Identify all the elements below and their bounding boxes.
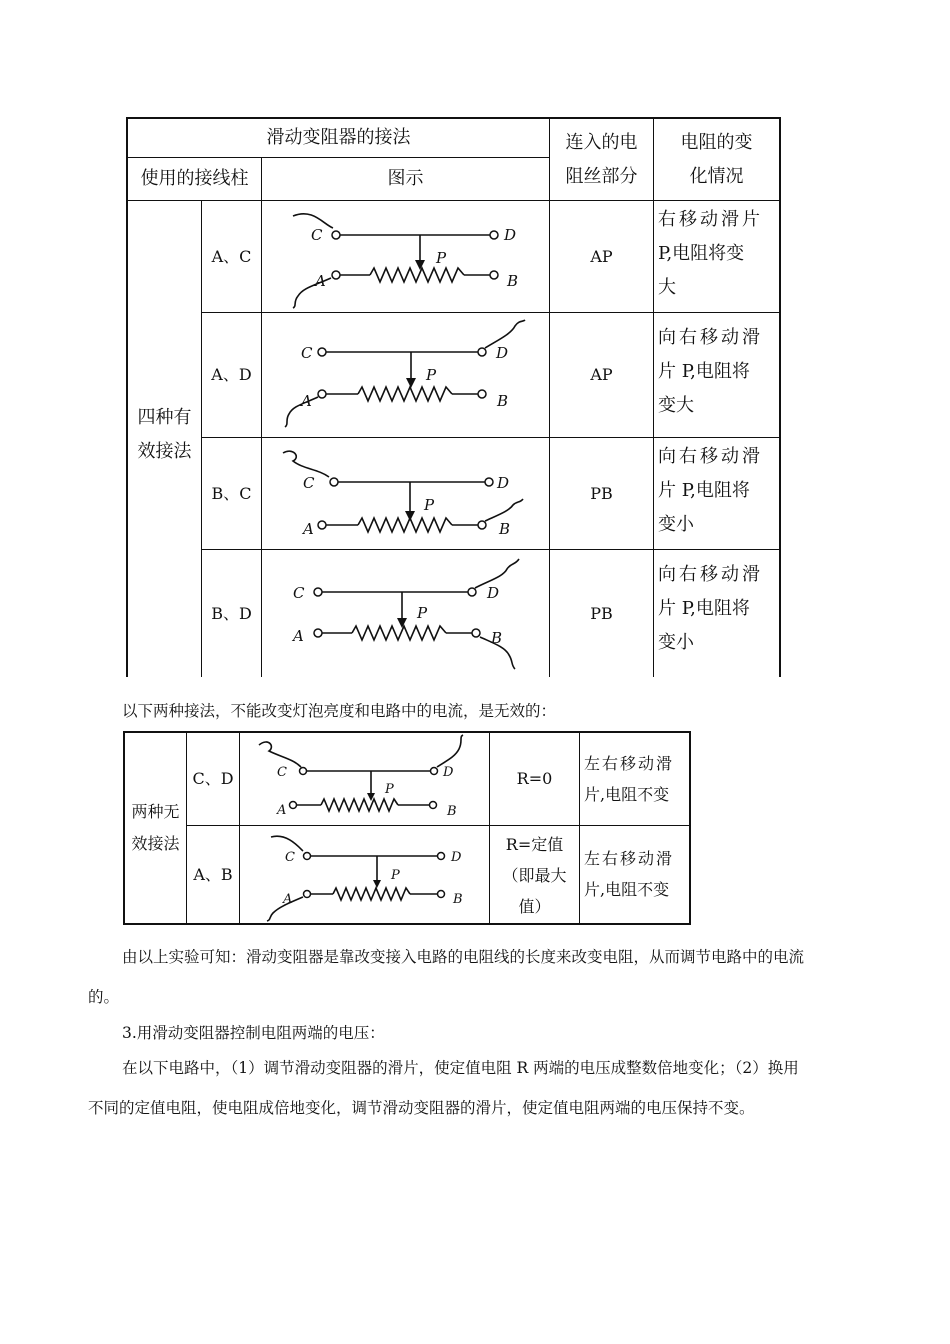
svg-text:B: B bbox=[497, 392, 509, 410]
conclusion-line2: 的。 bbox=[88, 988, 120, 1006]
svg-text:B: B bbox=[447, 804, 457, 819]
label-p: P bbox=[436, 249, 447, 267]
rheostat-diagram-bc bbox=[263, 439, 548, 548]
svg-text:C: C bbox=[301, 344, 313, 362]
header-diagram: 图示 bbox=[387, 168, 424, 189]
inv-row2-change: 左右移动滑 片,电阻不变 bbox=[584, 849, 675, 899]
inv-row1-terminals: C、D bbox=[192, 769, 234, 788]
row1-change: 右移动滑片 P,电阻将变 大 bbox=[658, 209, 763, 298]
header-method: 滑动变阻器的接法 bbox=[266, 127, 411, 148]
svg-text:C: C bbox=[277, 765, 287, 780]
row3-terminals: B、C bbox=[211, 483, 252, 503]
label-d: D bbox=[504, 226, 517, 244]
row2-terminals: A、D bbox=[211, 365, 252, 384]
svg-text:A: A bbox=[277, 803, 287, 818]
svg-text:C: C bbox=[303, 474, 315, 492]
header-terminals: 使用的接线柱 bbox=[140, 168, 249, 189]
row2-wire-part: AP bbox=[590, 365, 613, 384]
svg-text:A: A bbox=[303, 520, 314, 538]
label-c: C bbox=[311, 226, 323, 244]
inv-row1-resistance: R=0 bbox=[516, 769, 553, 788]
row1-terminals: A、C bbox=[211, 246, 252, 266]
inv-row2-resistance: R=定值 （即最大 值） bbox=[502, 834, 567, 916]
header-wire-part: 连入的电 阻丝部分 bbox=[565, 131, 638, 187]
row4-wire-part: PB bbox=[590, 603, 613, 623]
row1-wire-part: AP bbox=[590, 246, 613, 266]
svg-text:D: D bbox=[496, 344, 509, 362]
row3-change: 向右移动滑 片 P,电阻将 变小 bbox=[658, 446, 763, 535]
rheostat-diagram-ac bbox=[263, 202, 548, 311]
svg-text:P: P bbox=[424, 496, 435, 514]
svg-text:P: P bbox=[385, 782, 394, 797]
rheostat-diagram-ab bbox=[241, 827, 488, 922]
rheostat-diagram-bd bbox=[263, 551, 548, 676]
conclusion-line1: 由以上实验可知：滑动变阻器是靠改变接入电路的电阻线的长度来改变电阻，从而调节电路中的电流 bbox=[122, 948, 805, 966]
instruction-line1: 在以下电路中，（1）调节滑动变阻器的滑片，使定值电阻 R 两端的电压成整数倍地变化；（2）换用 bbox=[122, 1059, 799, 1077]
label-b: B bbox=[507, 272, 519, 290]
inv-row1-change: 左右移动滑 片,电阻不变 bbox=[584, 754, 675, 804]
group-label-effective: 四种有 效接法 bbox=[137, 407, 192, 462]
svg-text:C: C bbox=[293, 584, 305, 602]
svg-text:C: C bbox=[285, 850, 295, 865]
svg-text:A: A bbox=[293, 627, 304, 645]
svg-text:B: B bbox=[453, 892, 463, 907]
row4-terminals: B、D bbox=[211, 603, 252, 623]
svg-text:P: P bbox=[426, 366, 437, 384]
svg-text:B: B bbox=[491, 629, 503, 647]
svg-text:P: P bbox=[391, 868, 400, 883]
header-resistance-change: 电阻的变 化情况 bbox=[680, 131, 753, 187]
svg-text:P: P bbox=[417, 604, 428, 622]
svg-text:D: D bbox=[487, 584, 500, 602]
svg-text:D: D bbox=[497, 474, 510, 492]
section-heading: 3.用滑动变阻器控制电阻两端的电压： bbox=[122, 1024, 385, 1042]
group-label-invalid: 两种无 效接法 bbox=[131, 802, 180, 853]
rheostat-diagram-ad bbox=[263, 314, 548, 436]
svg-text:B: B bbox=[499, 520, 511, 538]
row4-change: 向右移动滑 片 P,电阻将 变小 bbox=[658, 564, 763, 653]
label-a: A bbox=[315, 272, 326, 290]
instruction-line2: 不同的定值电阻，使电阻成倍地变化，调节滑动变阻器的滑片，使定值电阻两端的电压保持不变。 bbox=[88, 1099, 755, 1117]
svg-text:D: D bbox=[443, 765, 454, 780]
svg-text:D: D bbox=[451, 850, 462, 865]
row3-wire-part: PB bbox=[590, 483, 613, 503]
row2-change: 向右移动滑 片 P,电阻将 变大 bbox=[658, 327, 763, 416]
svg-text:A: A bbox=[283, 892, 293, 907]
rheostat-diagram-cd bbox=[241, 733, 488, 824]
inv-row2-terminals: A、B bbox=[193, 864, 233, 884]
svg-text:A: A bbox=[301, 392, 312, 410]
intro-text: 以下两种接法，不能改变灯泡亮度和电路中的电流，是无效的： bbox=[122, 702, 557, 720]
